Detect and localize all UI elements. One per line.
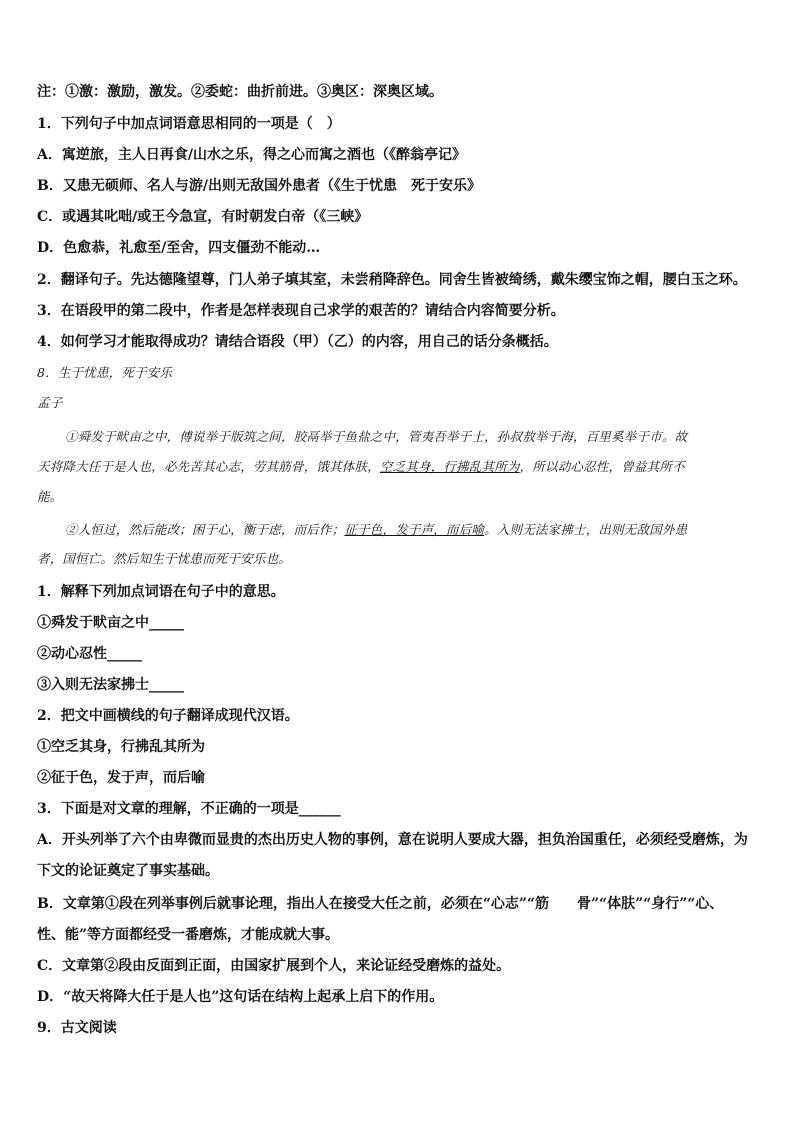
subquestion-1: 1．解释下列加点词语在句子中的意思。 bbox=[37, 584, 285, 600]
question-1-option-b: B．又患无硕师、名人与游/出则无敌国外患者（《生于忧患 死于安乐》 bbox=[37, 178, 481, 194]
underlined-sentence-2: 征于色，发于声，而后喻 bbox=[344, 522, 485, 537]
passage-paragraph-1-line-3: 能。 bbox=[37, 489, 63, 504]
section-8-title: 8．生于忧患，死于安乐 bbox=[37, 365, 173, 380]
question-1: 1．下列句子中加点词语意思相同的一项是（ ） bbox=[37, 116, 341, 132]
subquestion-1-item-2: ②动心忍性_____ bbox=[37, 646, 142, 662]
subquestion-1-item-3: ③入则无法家拂士_____ bbox=[37, 677, 184, 693]
subquestion-2-item-1: ①空乏其身，行拂乱其所为 bbox=[37, 739, 205, 755]
question-1-option-c: C．或遇其叱咄/或王今急宣，有时朝发白帝（《三峡》 bbox=[37, 209, 369, 225]
subquestion-3-option-c: C．文章第②段由反面到正面，由国家扩展到个人，来论证经受磨炼的益处。 bbox=[37, 958, 511, 974]
passage-paragraph-1-line-1: ①舜发于畎亩之中，傅说举于版筑之间，胶鬲举于鱼盐之中，管夷吾举于士，孙叔敖举于海，百里奚举于市。故 bbox=[65, 429, 688, 444]
section-9-title: 9．古文阅读 bbox=[37, 1020, 117, 1036]
passage-text: 天将降大任于是人也，必先苦其心志，劳其筋骨，饿其体肤， bbox=[37, 459, 380, 474]
section-8-author: 孟子 bbox=[37, 395, 63, 410]
passage-text: ②人恒过，然后能改；困于心，衡于虑，而后作； bbox=[65, 522, 345, 537]
subquestion-3-option-a-line-1: A．开头列举了六个由卑微而显贵的杰出历史人物的事例，意在说明人要成大器，担负治国重任，必须经受磨炼，为 bbox=[37, 832, 748, 848]
subquestion-3: 3．下面是对文章的理解，不正确的一项是______ bbox=[37, 801, 341, 817]
passage-paragraph-1-line-2 bbox=[37, 458, 764, 476]
question-2: 2．翻译句子。先达德隆望尊，门人弟子填其室，未尝稍降辞色。同舍生皆被绮绣，戴朱缨宝饰之帽，腰白玉之环。 bbox=[37, 272, 747, 288]
question-1-option-a: A．寓逆旅，主人日再食/山水之乐，得之心而寓之酒也（《醉翁亭记》 bbox=[37, 147, 466, 163]
passage-paragraph-2-line-2: 者，国恒亡。然后知生于忧患而死于安乐也。 bbox=[37, 551, 292, 566]
subquestion-3-option-a-line-2: 下文的论证奠定了事实基础。 bbox=[37, 863, 219, 879]
passage-text: 。入则无法家拂士，出则无敌国外患 bbox=[484, 522, 688, 537]
footnote: 注：①激：激励，激发。②委蛇：曲折前进。③奥区：深奥区域。 bbox=[37, 84, 443, 100]
passage-paragraph-2-line-1 bbox=[37, 521, 764, 539]
subquestion-2-item-2: ②征于色，发于声，而后喻 bbox=[37, 770, 205, 786]
subquestion-3-option-b-line-1: B．文章第①段在列举事例后就事论理，指出人在接受大任之前，必须在“心志”“筋 骨”“体肤”“身行”“心、 bbox=[37, 896, 724, 912]
subquestion-3-option-b-line-2: 性、能”等方面都经受一番磨炼，才能成就大事。 bbox=[37, 927, 340, 943]
question-4: 4．如何学习才能取得成功？请结合语段（甲）（乙）的内容，用自己的话分条概括。 bbox=[37, 334, 558, 350]
subquestion-1-item-1: ①舜发于畎亩之中_____ bbox=[37, 615, 184, 631]
subquestion-2: 2．把文中画横线的句子翻译成现代汉语。 bbox=[37, 708, 299, 724]
underlined-sentence-1: 空乏其身，行拂乱其所为 bbox=[379, 459, 520, 474]
subquestion-3-option-d: D．“故天将降大任于是人也”这句话在结构上起承上启下的作用。 bbox=[37, 989, 444, 1005]
question-1-option-d: D．色愈恭，礼愈至/至舍，四支僵劲不能动… bbox=[37, 240, 321, 256]
passage-text: ，所以动心忍性，曾益其所不 bbox=[519, 459, 685, 474]
question-3: 3．在语段甲的第二段中，作者是怎样表现自己求学的艰苦的？请结合内容简要分析。 bbox=[37, 303, 565, 319]
